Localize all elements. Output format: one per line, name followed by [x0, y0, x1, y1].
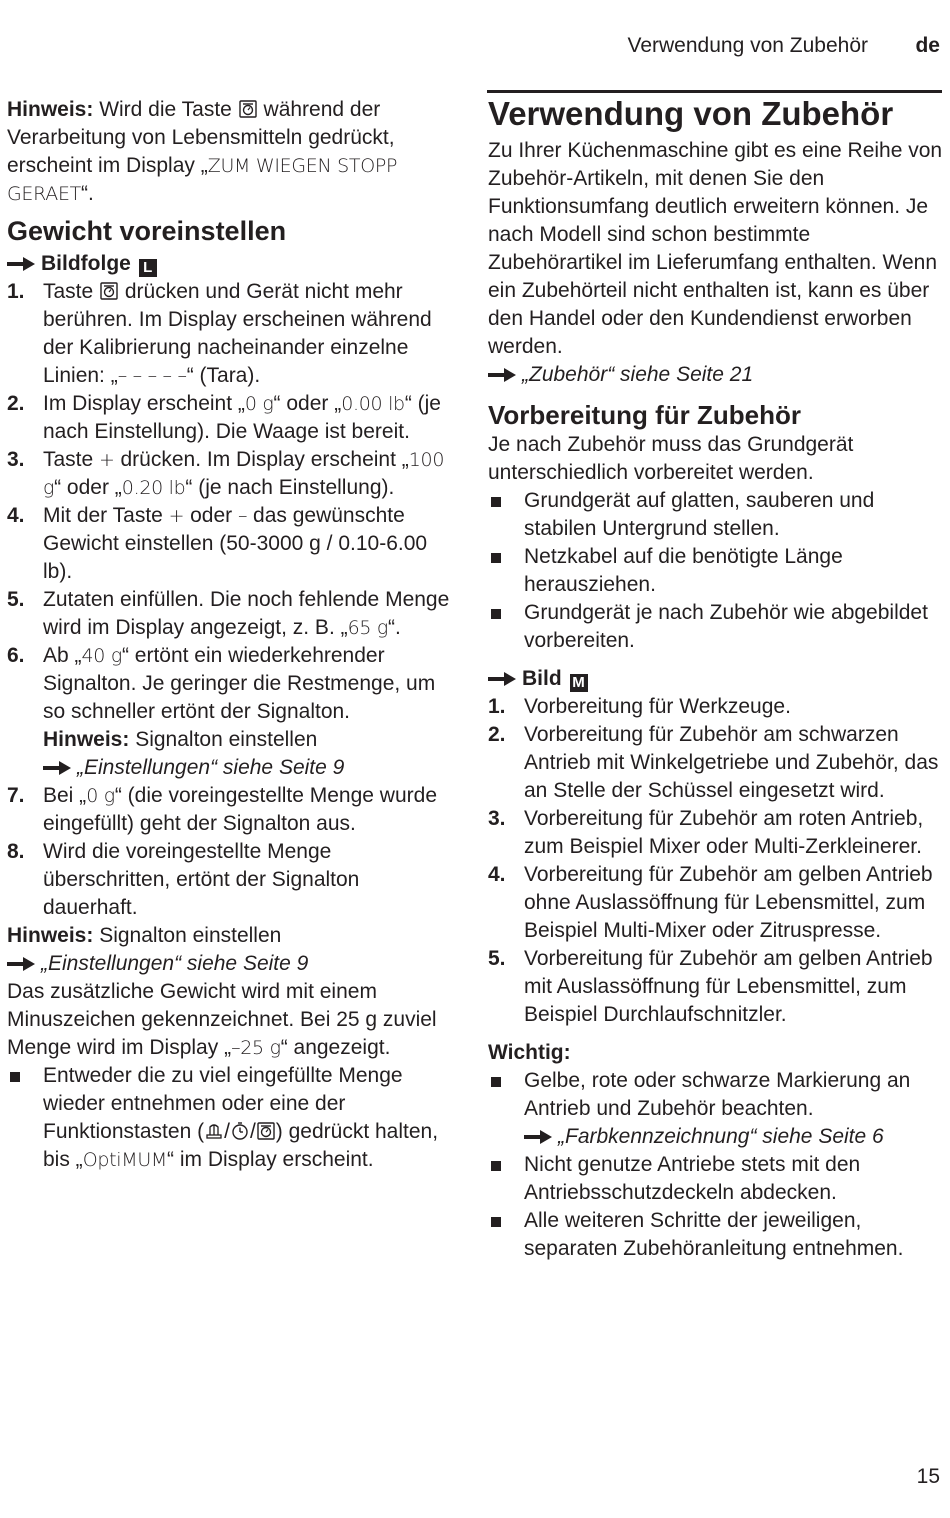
list-item: Entweder die zu viel eingefüllte Menge wieder entnehmen oder eine der Funktionstasten ( / / ) gedrückt halten, bis „OptiMUM“ im Display erscheint. — [7, 1062, 459, 1174]
important-label: Wichtig: — [488, 1041, 571, 1064]
mixer-icon — [204, 1121, 224, 1141]
arrow-right-icon — [7, 957, 35, 971]
cross-reference: „Einstellungen“ siehe Seite 9 — [77, 756, 345, 779]
arrow-right-icon — [488, 368, 516, 382]
note-weighing-stop: Hinweis: Wird die Taste während der Verarbeitung von Lebensmitteln gedrückt, erscheint im Display „ZUM WIEGEN STOPP GERAET“. — [7, 98, 398, 205]
arrow-right-icon — [7, 257, 35, 271]
preparation-intro: Je nach Zubehör muss das Grundgerät unterschiedlich vorbereitet werden. — [488, 433, 854, 484]
list-item: 1. Vorbereitung für Werkzeuge. — [488, 695, 791, 718]
figure-sequence-ref: Bildfolge L — [7, 250, 459, 278]
page-number: 15 — [916, 1465, 940, 1488]
list-item: Grundgerät je nach Zubehör wie abgebildet vorbereiten. — [488, 599, 943, 655]
list-item: 2. Vorbereitung für Zubehör am schwarzen Antrieb mit Winkelgetriebe und Zubehör, das an Stelle der Schüssel eingesetzt wird. — [488, 723, 939, 802]
cross-reference: „Farbkennzeichnung“ siehe Seite 6 — [558, 1125, 884, 1148]
important-bullet-list — [488, 1067, 943, 1263]
preset-steps-list — [7, 278, 459, 922]
display-text: ZUM WIEGEN STOPP GERAET — [7, 155, 398, 205]
figure-letter-badge: M — [570, 674, 588, 692]
page-header — [0, 34, 950, 64]
figure-letter-badge: L — [139, 259, 157, 277]
preparation-steps-list — [488, 693, 943, 1029]
list-item: 8. Wird die voreingestellte Menge überschritten, ertönt der Signalton dauerhaft. — [7, 840, 360, 919]
paragraph-extra-weight: Das zusätzliche Gewicht wird mit einem Minuszeichen gekennzeichnet. Bei 25 g zuviel Menge wird im Display „–25 g“ angezeigt. — [7, 980, 437, 1059]
list-item: 5. Zutaten einfüllen. Die noch fehlende Menge wird im Display angezeigt, z. B. „65 g“. — [7, 588, 450, 639]
list-item: 5. Vorbereitung für Zubehör am gelben Antrieb mit Auslassöffnung für Lebensmittel, zum Beispiel Durchlaufschnitzler. — [488, 947, 933, 1026]
cross-reference-line — [7, 950, 459, 978]
list-item: Gelbe, rote oder schwarze Markierung an Antrieb und Zubehör beachten. „Farbkennzeichnung“ siehe Seite 6 — [488, 1067, 943, 1151]
arrow-right-icon — [524, 1130, 552, 1144]
header-language: de — [915, 34, 940, 57]
list-item: Alle weiteren Schritte der jeweiligen, separaten Zubehöranleitung entnehmen. — [488, 1207, 943, 1263]
cross-reference: „Einstellungen“ siehe Seite 9 — [41, 952, 309, 975]
section-heading-preset-weight: Gewicht voreinstellen — [7, 216, 287, 246]
note-signal: Hinweis: Signalton einstellen — [7, 924, 282, 947]
list-item: 3. Taste + drücken. Im Display erscheint „100 g“ oder „0.20 lb“ (je nach Einstellung). — [7, 448, 445, 499]
cross-reference-line — [488, 361, 943, 389]
list-item: 4. Vorbereitung für Zubehör am gelben Antrieb ohne Auslassöffnung für Lebensmittel, zum Beispiel Multi-Mixer oder Zitruspresse. — [488, 863, 933, 942]
list-item: 3. Vorbereitung für Zubehör am roten Antrieb, zum Beispiel Mixer oder Multi-Zerkleinerer. — [488, 807, 924, 858]
figure-ref: Bild M — [488, 665, 943, 693]
preparation-bullet-list — [488, 487, 943, 655]
list-item: Grundgerät auf glatten, sauberen und stabilen Untergrund stellen. — [488, 487, 943, 543]
bullet-square — [491, 1161, 501, 1171]
right-column — [488, 93, 943, 1263]
arrow-right-icon — [43, 761, 71, 775]
bullet-square — [10, 1072, 20, 1082]
timer-icon — [230, 1121, 250, 1141]
minus-symbol: – — [238, 505, 248, 527]
list-item: 2. Im Display erscheint „0 g“ oder „0.00 lb“ (je nach Einstellung). Die Waage ist bereit. — [7, 392, 441, 443]
list-item: 6. Ab „40 g“ ertönt ein wiederkehrender Signalton. Je geringer die Restmenge, um so schneller ertönt der Signalton. Hinweis: Signalton einstellen „Einstellungen“ siehe Seite 9 — [7, 644, 436, 779]
list-item: Netzkabel auf die benötigte Länge herausziehen. — [488, 543, 943, 599]
left-column — [7, 96, 459, 1174]
scale-icon — [99, 281, 119, 301]
list-item: 1. Taste drücken und Gerät nicht mehr berühren. Im Display erscheinen während der Kalibrierung nacheinander einzelne Linien: „– – – – –“ (Tara). — [7, 280, 432, 387]
section-heading-preparation: Vorbereitung für Zubehör — [488, 400, 801, 430]
bullet-square — [491, 497, 501, 507]
bullet-square — [491, 1217, 501, 1227]
header-title: Verwendung von Zubehör — [627, 34, 868, 57]
bullet-square — [491, 1077, 501, 1087]
note-label: Hinweis: — [7, 98, 94, 121]
intro-paragraph: Zu Ihrer Küchenmaschine gibt es eine Reihe von Zubehör-Artikeln, mit denen Sie den Funktionsumfang deutlich erweitern können. Je nach Modell sind schon bestimmte Zubehörartikel im Lieferumfang enthalten. Wenn ein Zubehörteil nicht enthalten ist, kann es über den Handel oder den Kundendienst erworben werden. — [488, 139, 943, 358]
list-item: 7. Bei „0 g“ (die voreingestellte Menge wurde eingefüllt) geht der Signalton aus. — [7, 784, 437, 835]
scale-icon — [256, 1121, 276, 1141]
arrow-right-icon — [488, 672, 516, 686]
list-item: Nicht genutze Antriebe stets mit den Antriebsschutzdeckeln abdecken. — [488, 1151, 943, 1207]
page-title: Verwendung von Zubehör — [488, 95, 894, 132]
bullet-square — [491, 553, 501, 563]
list-item: 4. Mit der Taste + oder – das gewünschte Gewicht einstellen (50-3000 g / 0.10-6.00 lb). — [7, 504, 428, 583]
scale-icon — [238, 99, 258, 119]
plus-symbol: + — [99, 449, 115, 471]
plus-symbol: + — [168, 505, 185, 527]
cross-reference: „Zubehör“ siehe Seite 21 — [522, 363, 754, 386]
bullet-square — [491, 609, 501, 619]
left-bullet-list — [7, 1062, 459, 1174]
